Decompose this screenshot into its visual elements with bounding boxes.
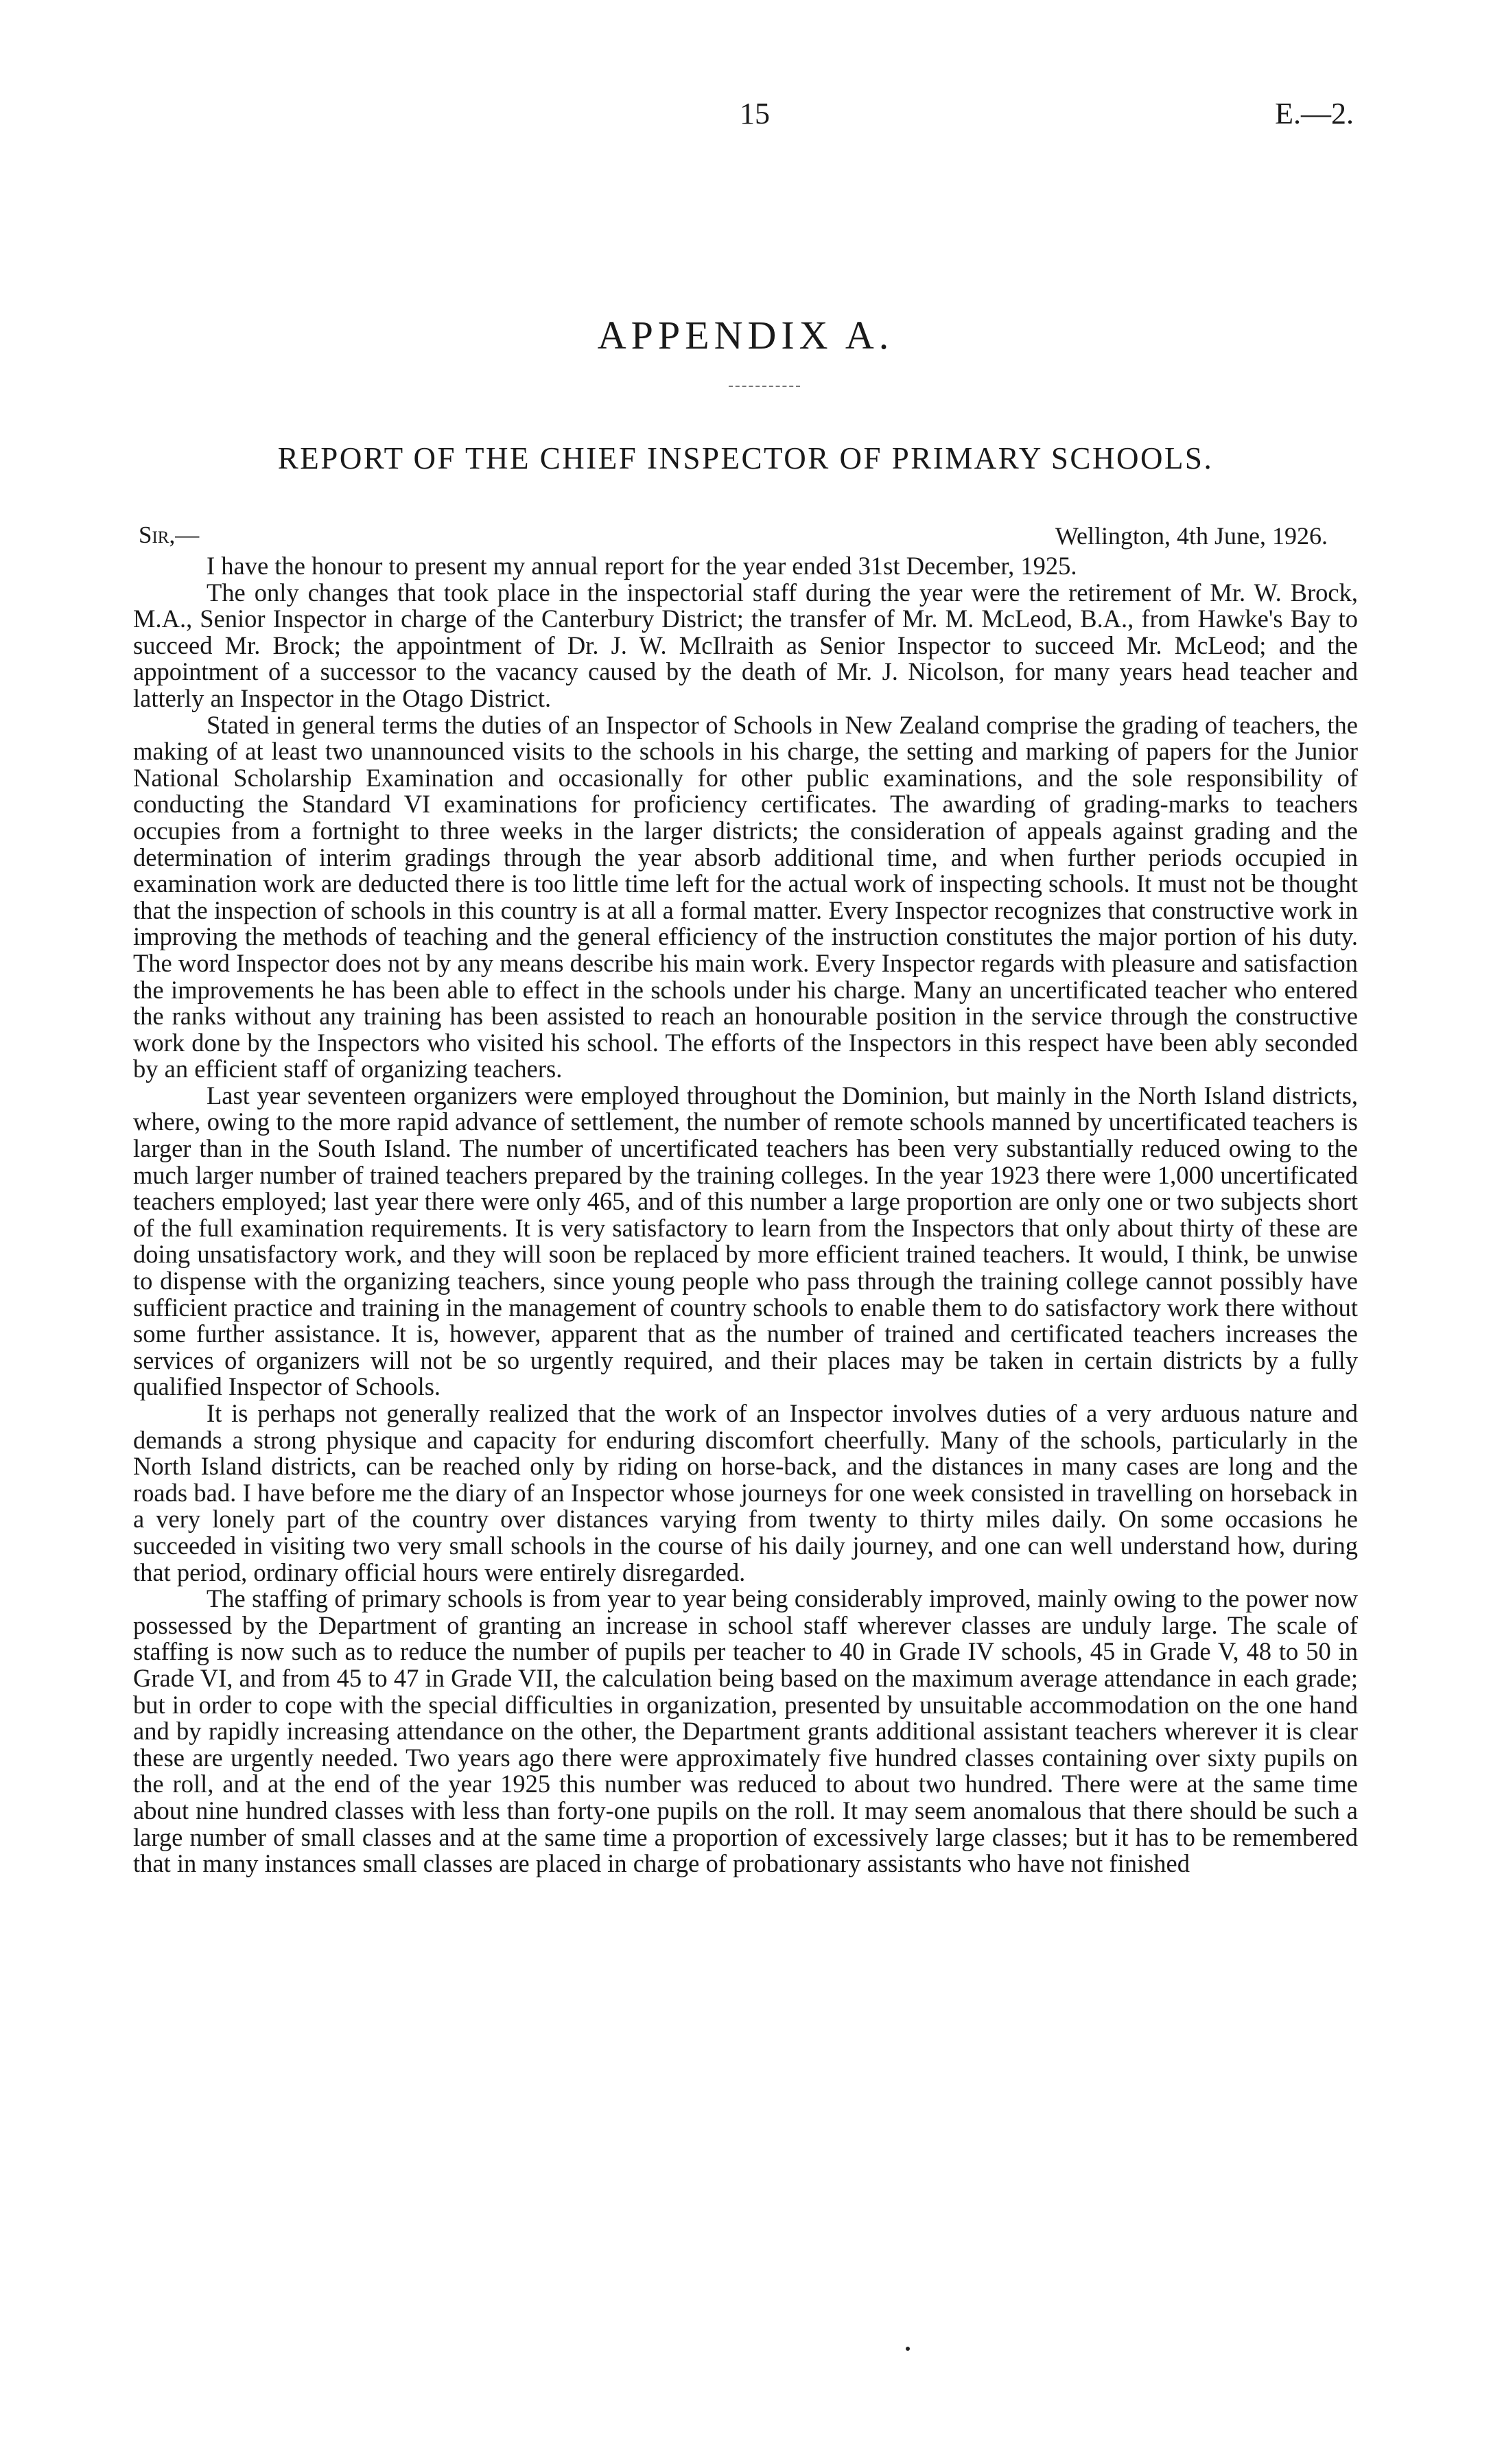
title-divider [729,386,800,387]
paragraph-staffing: The staffing of primary schools is from year to year being considerably improved, mainly owing to the power now possessed by the Department of granting an increase in school staff wherever classes are unduly large. The scale of staffing is now such as to reduce the number of pupils per teacher to 40 in Grade IV schools, 45 in Grade V, 48 to 50 in Grade VI, and from 45 to 47 in Grade VII, the calculation being based on the maximum average attendance in each grade; but in order to cope with the special difficulties in organization, presented by unsuitable accommodation on the one hand and by rapidly increasing attendance on the other, the Department grants additional assistant teachers wherever it is clear these are urgently needed. Two years ago there were approximately five hundred classes containing over sixty pupils on the roll, and at the end of the year 1925 this number was reduced to about two hundred. There were at the same time about nine hundred classes with less than forty-one pupils on the roll. It may seem anomalous that there should be such a large number of small classes and at the same time a proportion of excessively large classes; but it has to be remembered that in many instances small classes are placed in charge of probationary assistants who have not finished [133,1584,1358,1878]
paragraph-opening: I have the honour to present my annual report for the year ended 31st December, 1925. [207,552,1077,580]
report-title: REPORT OF THE CHIEF INSPECTOR OF PRIMARY SCHOOLS. [277,441,1214,476]
paragraph-arduous-work: It is perhaps not generally realized that the work of an Inspector involves duties of a very arduous nature and demands a strong physique and capacity for enduring discomfort cheerfully. Many of the schools, particularly in the North Island districts, can be reached only by riding on horse-back, and the distances in many cases are long and the roads bad. I have before me the diary of an Inspector whose journeys for one week consisted in travelling on horseback in a very lonely part of the country over distances varying from twenty to thirty miles daily. On some occasions he succeeded in visiting two very small schools in the course of his daily journey, and one can well understand how, during that period, ordinary official hours were entirely disregarded. [133,1399,1358,1586]
letter-salutation: Sir,— [139,521,200,548]
appendix-title: APPENDIX A. [597,313,894,357]
page-header [0,96,1491,137]
letter-place-date: Wellington, 4th June, 1926. [1055,522,1328,550]
page-number: 15 [740,97,770,130]
paragraph-organizers: Last year seventeen organizers were employed throughout the Dominion, but mainly in the North Island districts, where, owing to the more rapid advance of settlement, the number of remote schools manned by uncertificated teachers is larger than in the South Island. The number of uncertificated teachers has been very substantially reduced owing to the much larger number of trained teachers prepared by the training colleges. In the year 1923 there were 1,000 uncertificated teachers employed; last year there were only 465, and of this number a large proportion are only one or two subjects short of the full examination requirements. It is very satisfactory to learn from the Inspectors that only about thirty of these are doing unsatisfactory work, and they will soon be replaced by more efficient trained teachers. It would, I think, be unwise to dispense with the organizing teachers, since young people who pass through the training college cannot possibly have sufficient practice and training in the management of country schools to enable them to do satisfactory work there without some further assistance. It is, however, apparent that as the number of trained and certificated teachers increases the services of organizers will not be so urgently required, and their places may be taken in certain districts by a fully qualified Inspector of Schools. [133,1081,1358,1401]
paragraph-inspector-duties: Stated in general terms the duties of an Inspector of Schools in New Zealand comprise the grading of teachers, the making of at least two unannounced visits to the schools in his charge, the setting and marking of papers for the Junior National Scholarship Examination and occasionally for other public examinations, and the sole responsibility of conducting the Standard VI examinations for proficiency certificates. The awarding of grading-marks to teachers occupies from a fortnight to three weeks in the larger districts; the consideration of appeals against grading and the determination of interim gradings through the year absorb additional time, and when further periods occupied in examination work are deducted there is too little time left for the actual work of inspecting schools. It must not be thought that the inspection of schools in this country is at all a formal matter. Every Inspector recognizes that constructive work in improving the methods of teaching and the general efficiency of the instruction constitutes the major portion of his duty. The word Inspector does not by any means describe his main work. Every Inspector regards with pleasure and satisfaction the improvements he has been able to effect in the schools under his charge. Many an uncertificated teacher who entered the ranks without any training has been assisted to reach an honourable position in the service through the constructive work done by the Inspectors who visited his school. The efforts of the Inspectors in this respect have been ably seconded by an efficient staff of organizing teachers. [133,710,1358,1083]
report-body [133,553,1358,1877]
paragraph-staff-changes: The only changes that took place in the inspectorial staff during the year were the retirement of Mr. W. Brock, M.A., Senior Inspector in charge of the Canterbury District; the transfer of Mr. M. McLeod, B.A., from Hawke's Bay to succeed Mr. Brock; the appointment of Dr. J. W. McIlraith as Senior Inspector to succeed Mr. McLeod; and the appointment of a successor to the vacancy caused by the death of Mr. J. Nicolson, for many years head teacher and latterly an Inspector in the Otago District. [133,578,1358,712]
document-reference: E.—2. [1275,97,1354,130]
footer-dot [906,2347,910,2351]
